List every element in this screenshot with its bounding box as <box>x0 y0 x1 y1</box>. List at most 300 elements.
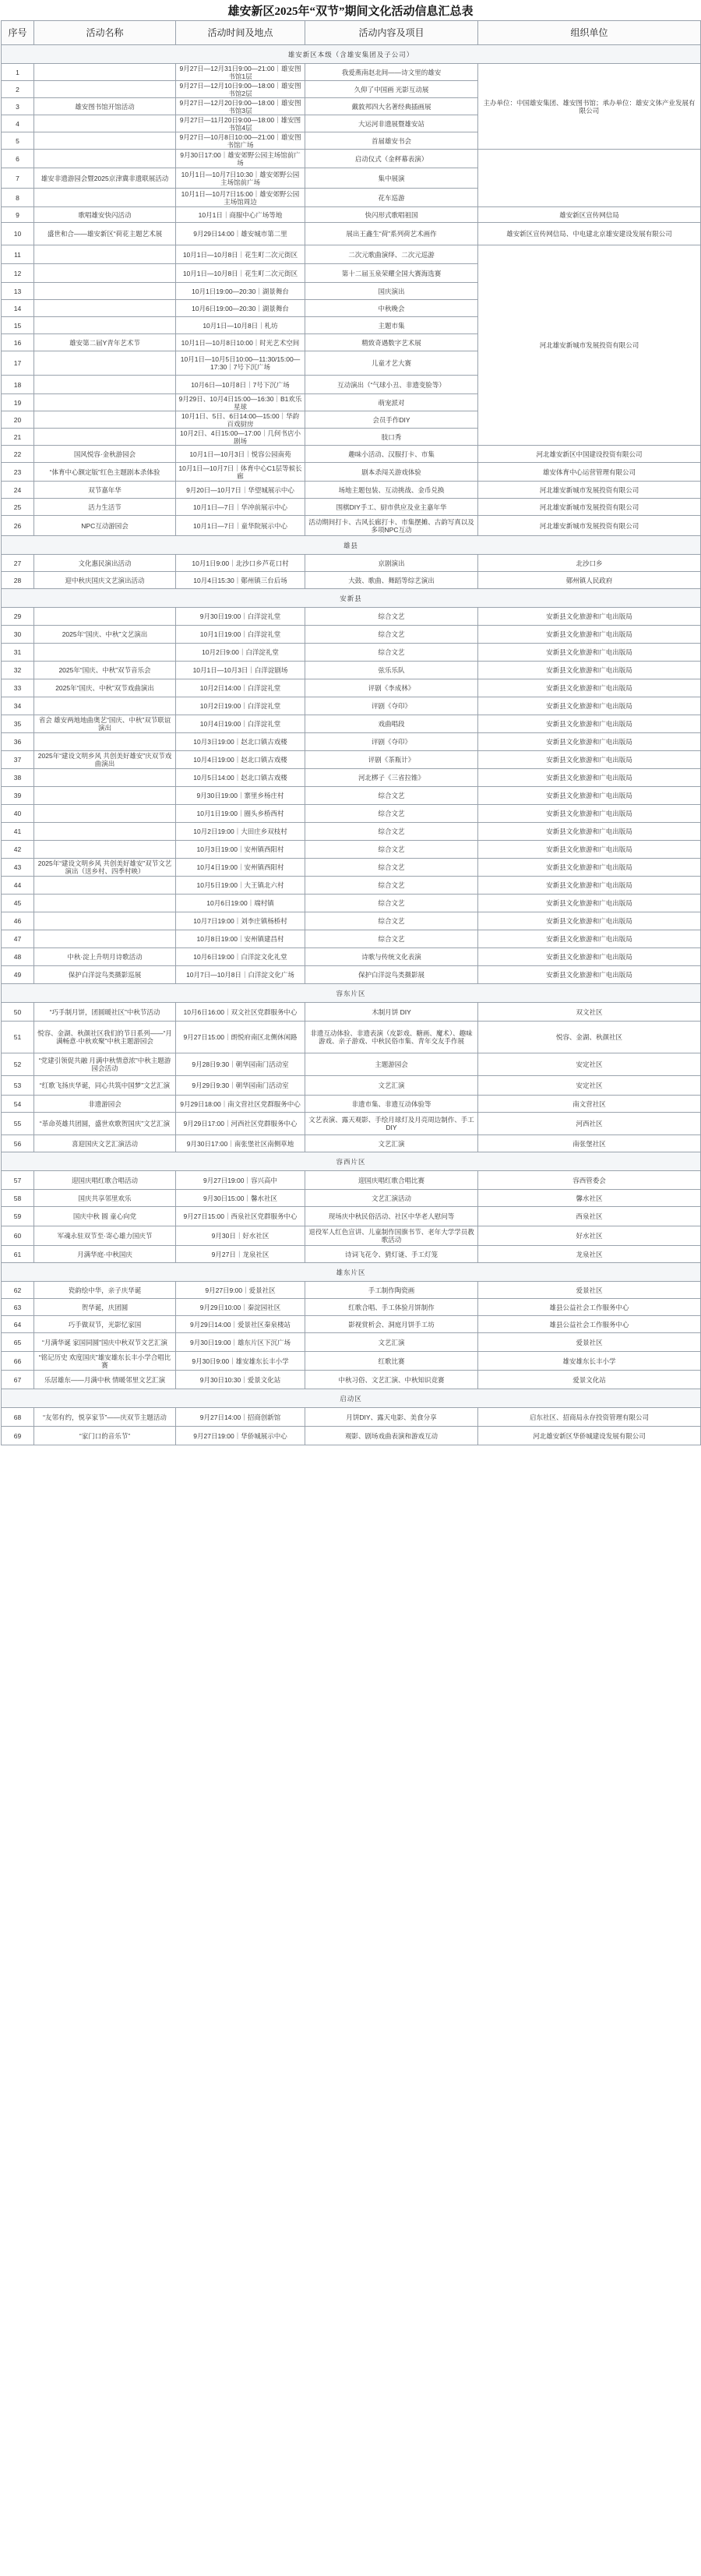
row-index: 65 <box>2 1333 34 1352</box>
activity-content: 综合文艺 <box>305 626 478 644</box>
table-row <box>2 516 701 536</box>
row-index: 54 <box>2 1096 34 1113</box>
row-index: 17 <box>2 351 34 376</box>
row-index: 67 <box>2 1371 34 1389</box>
activity-name: 文化惠民演出活动 <box>34 555 176 572</box>
section-row <box>2 536 701 555</box>
activity-content: 评剧《李成林》 <box>305 679 478 697</box>
table-row <box>2 207 701 223</box>
activity-name: “铭记历史 欢度国庆”雄安雄东长丰小学合唱比赛 <box>34 1352 176 1371</box>
row-index: 46 <box>2 912 34 930</box>
time-place: 10月1日—10月3日｜悦容公园南苑 <box>176 446 305 463</box>
time-place: 9月20日—10月7日｜华望城展示中心 <box>176 482 305 499</box>
organizer: 雄县公益社会工作服务中心 <box>478 1316 701 1333</box>
table-row <box>2 805 701 823</box>
table-row <box>2 1352 701 1371</box>
table-row <box>2 499 701 516</box>
activity-content: 保护白洋淀鸟类摄影展 <box>305 966 478 984</box>
table-row <box>2 1096 701 1113</box>
organizer: 北沙口乡 <box>478 555 701 572</box>
activity-content: 国庆演出 <box>305 283 478 300</box>
time-place: 10月1日—10月5日10:00—11:30/15:00—17:30｜7号下沉广场 <box>176 351 305 376</box>
row-index: 31 <box>2 644 34 662</box>
row-index: 21 <box>2 429 34 446</box>
row-index: 11 <box>2 245 34 264</box>
table-row <box>2 769 701 787</box>
row-index: 18 <box>2 376 34 394</box>
activity-content: 综合文艺 <box>305 787 478 805</box>
activity-content: 大鼓、歌曲、舞蹈等综艺演出 <box>305 572 478 589</box>
row-index: 51 <box>2 1022 34 1053</box>
activity-name: “月满华诞 家国同圆”国庆中秋双节文艺汇演 <box>34 1333 176 1352</box>
activity-name: 国风悦容·金秋游园会 <box>34 446 176 463</box>
activity-name: 雄安非遗游园会暨2025京津冀非遗联展活动 <box>34 168 176 189</box>
activity-name <box>34 733 176 751</box>
activity-content: 快闪形式歌唱祖国 <box>305 207 478 223</box>
activity-name: “红歌飞扬庆华诞，同心共筑中国梦”文艺汇演 <box>34 1076 176 1096</box>
organizer: 河北雄安新区中国建设投资有限公司 <box>478 446 701 463</box>
time-place: 9月30日17:00｜雄安郊野公园主场馆前广场 <box>176 150 305 168</box>
activity-name <box>34 283 176 300</box>
activity-name: 贺华诞，庆团圆 <box>34 1299 176 1316</box>
time-place: 10月1日9:00｜北沙口乡芦花口村 <box>176 555 305 572</box>
activity-content: 首届雄安书会 <box>305 132 478 150</box>
time-place: 10月2日、4日15:00—17:00｜几何书店小剧场 <box>176 429 305 446</box>
time-place: 9月27日9:00｜爱景社区 <box>176 1282 305 1299</box>
activity-name: 2025年“国庆、中秋”双节戏曲演出 <box>34 679 176 697</box>
time-place: 9月27日—12月10日9:00—18:00｜雄安图书馆2层 <box>176 81 305 98</box>
activity-content: 集中展演 <box>305 168 478 189</box>
organizer: 西泉社区 <box>478 1207 701 1226</box>
organizer: 安新县文化旅游和广电出版局 <box>478 697 701 715</box>
time-place: 10月1日—7日｜童华院展示中心 <box>176 516 305 536</box>
table-row <box>2 64 701 81</box>
activity-name <box>34 189 176 207</box>
activity-content: 综合文艺 <box>305 805 478 823</box>
time-place: 10月2日19:00｜大田庄乡双枝村 <box>176 823 305 841</box>
row-index: 61 <box>2 1246 34 1263</box>
organizer: 好水社区 <box>478 1226 701 1246</box>
time-place: 9月29日17:00｜河西社区党群服务中心 <box>176 1113 305 1135</box>
time-place: 9月29日10:00｜秦淀园社区 <box>176 1299 305 1316</box>
row-index: 7 <box>2 168 34 189</box>
organizer: 安新县文化旅游和广电出版局 <box>478 930 701 948</box>
row-index: 68 <box>2 1408 34 1427</box>
activity-content: 迎国庆唱红歌合唱比赛 <box>305 1171 478 1190</box>
organizer: 爱景社区 <box>478 1333 701 1352</box>
time-place: 9月30日17:00｜南张堡社区南侧草地 <box>176 1135 305 1152</box>
organizer: 安新县文化旅游和广电出版局 <box>478 751 701 769</box>
activity-name <box>34 317 176 334</box>
activity-content: 中秋晚会 <box>305 300 478 317</box>
time-place: 9月29日14:00｜爱景社区秦泉楼站 <box>176 1316 305 1333</box>
activity-name: 2025年“国庆、中秋”双节音乐会 <box>34 662 176 679</box>
activity-content: 文艺汇演活动 <box>305 1190 478 1207</box>
time-place: 10月1日—10月8日10:00｜时光艺术空间 <box>176 334 305 351</box>
time-place: 10月1日、5日、6日14:00—15:00｜华韵百戏厨房 <box>176 411 305 429</box>
organizer: 馨水社区 <box>478 1190 701 1207</box>
time-place: 10月6日—10月8日｜7号下沉广场 <box>176 376 305 394</box>
time-place: 10月7日19:00｜刘李庄镇杨桥村 <box>176 912 305 930</box>
table-row <box>2 912 701 930</box>
organizer: 雄安雄东长丰小学 <box>478 1352 701 1371</box>
time-place: 10月2日14:00｜白洋淀礼堂 <box>176 679 305 697</box>
header-content: 活动内容及项目 <box>305 21 478 45</box>
activity-content: 戏曲唱段 <box>305 715 478 733</box>
organizer: 启东社区、招商局永存投资管理有限公司 <box>478 1408 701 1427</box>
activity-name: 迎国庆唱红歌合唱活动 <box>34 1171 176 1190</box>
table-row <box>2 1299 701 1316</box>
time-place: 10月1日—10月7日15:00｜雄安郊野公园主场馆周边 <box>176 189 305 207</box>
header-name: 活动名称 <box>34 21 176 45</box>
activity-name <box>34 351 176 376</box>
row-index: 44 <box>2 877 34 895</box>
activity-content: 主题市集 <box>305 317 478 334</box>
activity-content: 第十二届玉泉荣耀全国大赛海选赛 <box>305 264 478 283</box>
table-row <box>2 733 701 751</box>
activity-name: 巧手做双节，光影忆家国 <box>34 1316 176 1333</box>
row-index: 34 <box>2 697 34 715</box>
organizer: 安新县文化旅游和广电出版局 <box>478 823 701 841</box>
organizer: 安新县文化旅游和广电出版局 <box>478 626 701 644</box>
activity-name <box>34 895 176 912</box>
row-index: 19 <box>2 394 34 411</box>
table-row <box>2 644 701 662</box>
activity-name <box>34 697 176 715</box>
activity-content: 综合文艺 <box>305 912 478 930</box>
activity-name: 雄安图书馆开馆活动 <box>34 98 176 115</box>
activity-name: 国庆中秋 圆 童心向党 <box>34 1207 176 1226</box>
activity-name: 双节嘉年华 <box>34 482 176 499</box>
section-title: 雄县 <box>2 536 701 555</box>
table-row <box>2 1246 701 1263</box>
activity-content: 场地主题包装、互动挑战、金币兑换 <box>305 482 478 499</box>
activity-name <box>34 150 176 168</box>
row-index: 6 <box>2 150 34 168</box>
activity-name <box>34 805 176 823</box>
time-place: 10月3日19:00｜赵北口镇古戏楼 <box>176 733 305 751</box>
activity-content: 文艺汇演 <box>305 1333 478 1352</box>
activity-content: 京剧演出 <box>305 555 478 572</box>
section-row <box>2 1389 701 1408</box>
table-row <box>2 572 701 589</box>
time-place: 10月6日19:00—20:30｜湖景舞台 <box>176 300 305 317</box>
table-row <box>2 662 701 679</box>
activity-name: 2025年“建设文明乡风 共创美好雄安”庆双节戏曲演出 <box>34 751 176 769</box>
row-index: 43 <box>2 859 34 877</box>
row-index: 26 <box>2 516 34 536</box>
row-index: 28 <box>2 572 34 589</box>
page-title: 雄安新区2025年“双节”期间文化活动信息汇总表 <box>227 5 474 18</box>
time-place: 9月30日10:30｜爱景文化站 <box>176 1371 305 1389</box>
table-row <box>2 1226 701 1246</box>
organizer: 安新县文化旅游和广电出版局 <box>478 966 701 984</box>
row-index: 5 <box>2 132 34 150</box>
row-index: 8 <box>2 189 34 207</box>
organizer: 龙泉社区 <box>478 1246 701 1263</box>
activity-name: 乐居雄东——月满中秋 情暖邻里文艺汇演 <box>34 1371 176 1389</box>
activity-name <box>34 411 176 429</box>
activity-name: “革命英雄共团圆，盛世欢歌贺国庆”文艺汇演 <box>34 1113 176 1135</box>
section-title: 安新县 <box>2 589 701 608</box>
activity-name: 喜迎国庆文艺汇演活动 <box>34 1135 176 1152</box>
time-place: 10月1日—10月7日10:30｜雄安郊野公园主场馆前广场 <box>176 168 305 189</box>
organizer: 爱景社区 <box>478 1282 701 1299</box>
section-row <box>2 45 701 64</box>
activity-name <box>34 81 176 98</box>
row-index: 30 <box>2 626 34 644</box>
row-index: 66 <box>2 1352 34 1371</box>
activity-name <box>34 376 176 394</box>
activity-content: 肢口秀 <box>305 429 478 446</box>
header-row <box>2 21 701 45</box>
row-index: 64 <box>2 1316 34 1333</box>
activity-name: 盛世和合——雄安新区“荷花主题艺术展 <box>34 223 176 245</box>
row-index: 29 <box>2 608 34 626</box>
activity-name: 迎中秋庆国庆文艺演出活动 <box>34 572 176 589</box>
activity-content: 二次元歌曲演绎、二次元巡游 <box>305 245 478 264</box>
organizer: 安新县文化旅游和广电出版局 <box>478 841 701 859</box>
activity-content: 评剧《夺印》 <box>305 733 478 751</box>
row-index: 3 <box>2 98 34 115</box>
section-row <box>2 1263 701 1282</box>
organizer: 河北雄安新城市发展投资有限公司 <box>478 482 701 499</box>
table-row <box>2 1135 701 1152</box>
organizer: 安新县文化旅游和广电出版局 <box>478 733 701 751</box>
organizer: 雄安体育中心运营管理有限公司 <box>478 463 701 482</box>
row-index: 35 <box>2 715 34 733</box>
time-place: 9月30日9:00｜雄安雄东长丰小学 <box>176 1352 305 1371</box>
row-index: 23 <box>2 463 34 482</box>
row-index: 39 <box>2 787 34 805</box>
activity-content: 精致奇遇数字艺术展 <box>305 334 478 351</box>
activity-name: NPC互动游园会 <box>34 516 176 536</box>
organizer: 鄚州镇人民政府 <box>478 572 701 589</box>
row-index: 22 <box>2 446 34 463</box>
organizer: 安新县文化旅游和广电出版局 <box>478 608 701 626</box>
activity-content: 综合文艺 <box>305 859 478 877</box>
time-place: 9月30日19:00｜寨里乡杨庄村 <box>176 787 305 805</box>
time-place: 9月27日19:00｜华侨城展示中心 <box>176 1427 305 1445</box>
organizer: 安新县文化旅游和广电出版局 <box>478 948 701 966</box>
row-index: 1 <box>2 64 34 81</box>
activity-name: 歌唱雄安快闪活动 <box>34 207 176 223</box>
activity-content: 诗歌与传统文化表演 <box>305 948 478 966</box>
time-place: 10月2日9:00｜白洋淀礼堂 <box>176 644 305 662</box>
activity-content: 戴敦邦四大名著经典插画展 <box>305 98 478 115</box>
row-index: 48 <box>2 948 34 966</box>
activity-content: 我爱燕南赵北间——诗文里的雄安 <box>305 64 478 81</box>
activity-content: 影视赏析会、洞庭月饼手工坊 <box>305 1316 478 1333</box>
time-place: 10月1日19:00—20:30｜湖景舞台 <box>176 283 305 300</box>
table-row <box>2 1113 701 1135</box>
activity-content: 文艺表演、露天观影、手绘月球灯及月亮周边制作、手工DIY <box>305 1113 478 1135</box>
time-place: 9月30日15:00｜馨水社区 <box>176 1190 305 1207</box>
activity-name <box>34 608 176 626</box>
table-row <box>2 555 701 572</box>
time-place: 10月1日—10月8日｜花生町二次元街区 <box>176 264 305 283</box>
section-title: 雄东片区 <box>2 1263 701 1282</box>
table-row <box>2 463 701 482</box>
table-row <box>2 1003 701 1022</box>
table-row <box>2 823 701 841</box>
activity-name <box>34 429 176 446</box>
table-row <box>2 841 701 859</box>
activity-name <box>34 64 176 81</box>
time-place: 10月4日19:00｜白洋淀礼堂 <box>176 715 305 733</box>
activity-name: “家门口的音乐节” <box>34 1427 176 1445</box>
activity-content: 活动期间打卡、古风长廊打卡、市集摆摊、古韵写真以及多项NPC互动 <box>305 516 478 536</box>
activity-name: “友邻有约，悦享家节”——庆双节主题活动 <box>34 1408 176 1427</box>
time-place: 9月27日19:00｜容兴高中 <box>176 1171 305 1190</box>
time-place: 10月5日19:00｜大王镇北六村 <box>176 877 305 895</box>
row-index: 60 <box>2 1226 34 1246</box>
row-index: 69 <box>2 1427 34 1445</box>
time-place: 10月1日｜商服中心广场等地 <box>176 207 305 223</box>
organizer: 河西社区 <box>478 1113 701 1135</box>
time-place: 9月29日14:00｜雄安城市第二里 <box>176 223 305 245</box>
activity-name: 中秋·淀上升明月诗歌活动 <box>34 948 176 966</box>
row-index: 59 <box>2 1207 34 1226</box>
activity-content: 弦乐乐队 <box>305 662 478 679</box>
time-place: 10月1日19:00｜圈头乡桥西村 <box>176 805 305 823</box>
organizer: 悦容、金湖、秋颜社区 <box>478 1022 701 1053</box>
table-row <box>2 446 701 463</box>
row-index: 12 <box>2 264 34 283</box>
row-index: 27 <box>2 555 34 572</box>
section-row <box>2 589 701 608</box>
time-place: 10月6日19:00｜端村镇 <box>176 895 305 912</box>
activity-content: 互动演出（“气球小丑、非遗变脸等） <box>305 376 478 394</box>
table-row <box>2 608 701 626</box>
time-place: 10月8日19:00｜安州镇建昌村 <box>176 930 305 948</box>
time-place: 10月1日19:00｜白洋淀礼堂 <box>176 626 305 644</box>
activity-name: 瓷韵绘中华，亲子庆华诞 <box>34 1282 176 1299</box>
time-place: 10月5日14:00｜赵北口镇古戏楼 <box>176 769 305 787</box>
row-index: 37 <box>2 751 34 769</box>
table-row <box>2 1190 701 1207</box>
activity-name: 保护白洋淀鸟类摄影巡展 <box>34 966 176 984</box>
section-title: 容西片区 <box>2 1152 701 1171</box>
row-index: 15 <box>2 317 34 334</box>
row-index: 40 <box>2 805 34 823</box>
organizer: 安定社区 <box>478 1053 701 1076</box>
time-place: 10月1日—10月8日｜札坊 <box>176 317 305 334</box>
table-row <box>2 697 701 715</box>
time-place: 10月3日19:00｜安州镇西阳村 <box>176 841 305 859</box>
activity-name <box>34 264 176 283</box>
organizer: 雄安新区宣传网信局 <box>478 207 701 223</box>
table-row <box>2 966 701 984</box>
activity-content: 萌宠派对 <box>305 394 478 411</box>
organizer: 安新县文化旅游和广电出版局 <box>478 787 701 805</box>
table-row <box>2 1371 701 1389</box>
activity-content: 会员手作DIY <box>305 411 478 429</box>
activity-content: 启动仪式（金秤幕表演） <box>305 150 478 168</box>
table-row <box>2 1282 701 1299</box>
activity-content: 诗词飞花令、猜灯谜、手工灯笼 <box>305 1246 478 1263</box>
row-index: 14 <box>2 300 34 317</box>
activity-table <box>1 20 701 1445</box>
time-place: 9月28日9:30｜朝华园南门活动室 <box>176 1053 305 1076</box>
row-index: 56 <box>2 1135 34 1152</box>
table-row <box>2 223 701 245</box>
row-index: 47 <box>2 930 34 948</box>
row-index: 45 <box>2 895 34 912</box>
organizer: 安定社区 <box>478 1076 701 1096</box>
row-index: 55 <box>2 1113 34 1135</box>
activity-name: 非遗游园会 <box>34 1096 176 1113</box>
row-index: 62 <box>2 1282 34 1299</box>
row-index: 10 <box>2 223 34 245</box>
activity-content: 现场庆中秋民俗活动、社区中华老人慰问等 <box>305 1207 478 1226</box>
time-place: 9月29日18:00｜南文营社区党群服务中心 <box>176 1096 305 1113</box>
section-row <box>2 984 701 1003</box>
activity-name: 活力生活节 <box>34 499 176 516</box>
activity-name: 2025年“建设文明乡风 共创美好雄安”双节文艺演出（送乡村、四季村映） <box>34 859 176 877</box>
activity-name <box>34 132 176 150</box>
row-index: 63 <box>2 1299 34 1316</box>
row-index: 36 <box>2 733 34 751</box>
activity-content: 花车巡游 <box>305 189 478 207</box>
header-time-place: 活动时间及地点 <box>176 21 305 45</box>
time-place: 10月1日—10月7日｜体育中心C1层等候长廊 <box>176 463 305 482</box>
table-row <box>2 1171 701 1190</box>
organizer: 雄安新区宣传网信局、中电建北京雄安建设发展有限公司 <box>478 223 701 245</box>
time-place: 9月30日19:00｜白洋淀礼堂 <box>176 608 305 626</box>
time-place: 10月6日16:00｜双文社区党群服务中心 <box>176 1003 305 1022</box>
activity-content: 主题游园会 <box>305 1053 478 1076</box>
organizer: 安新县文化旅游和广电出版局 <box>478 805 701 823</box>
activity-content: 观影、剧场戏曲表演和游戏互动 <box>305 1427 478 1445</box>
table-row <box>2 1076 701 1096</box>
section-row <box>2 1152 701 1171</box>
table-row <box>2 948 701 966</box>
row-index: 9 <box>2 207 34 223</box>
activity-name <box>34 300 176 317</box>
activity-content: 退役军人红色宣讲、儿童制作国旗书节、老年大学学员教歌活动 <box>305 1226 478 1246</box>
organizer: 安新县文化旅游和广电出版局 <box>478 859 701 877</box>
activity-content: 综合文艺 <box>305 608 478 626</box>
time-place: 9月27日—11月20日9:00—18:00｜雄安图书馆4层 <box>176 115 305 132</box>
activity-content: 久仰了中国画 光影互动展 <box>305 81 478 98</box>
time-place: 9月30日19:00｜雄东片区下沉广场 <box>176 1333 305 1352</box>
activity-name <box>34 769 176 787</box>
table-row <box>2 150 701 168</box>
time-place: 9月29日9:30｜朝华园南门活动室 <box>176 1076 305 1096</box>
row-index: 52 <box>2 1053 34 1076</box>
row-index: 49 <box>2 966 34 984</box>
activity-content: 评剧《夺印》 <box>305 697 478 715</box>
time-place: 10月4日19:00｜赵北口镇古戏楼 <box>176 751 305 769</box>
section-title: 启动区 <box>2 1389 701 1408</box>
row-index: 33 <box>2 679 34 697</box>
activity-name <box>34 841 176 859</box>
time-place: 9月27日15:00｜朗悦府南区北侧休闲路 <box>176 1022 305 1053</box>
organizer <box>478 150 701 207</box>
activity-content: 非遗互动体验、非遗表演（皮影戏、糖画、魔术）、趣味游戏、亲子游戏、中秋民俗市集、青年交友手作展 <box>305 1022 478 1053</box>
row-index: 16 <box>2 334 34 351</box>
organizer: 安新县文化旅游和广电出版局 <box>478 715 701 733</box>
table-row <box>2 859 701 877</box>
activity-name <box>34 877 176 895</box>
organizer: 安新县文化旅游和广电出版局 <box>478 877 701 895</box>
table-row <box>2 787 701 805</box>
header-index: 序号 <box>2 21 34 45</box>
row-index: 57 <box>2 1171 34 1190</box>
time-place: 9月27日—10月8日10:00—21:00｜雄安图书馆广场 <box>176 132 305 150</box>
section-title: 容东片区 <box>2 984 701 1003</box>
